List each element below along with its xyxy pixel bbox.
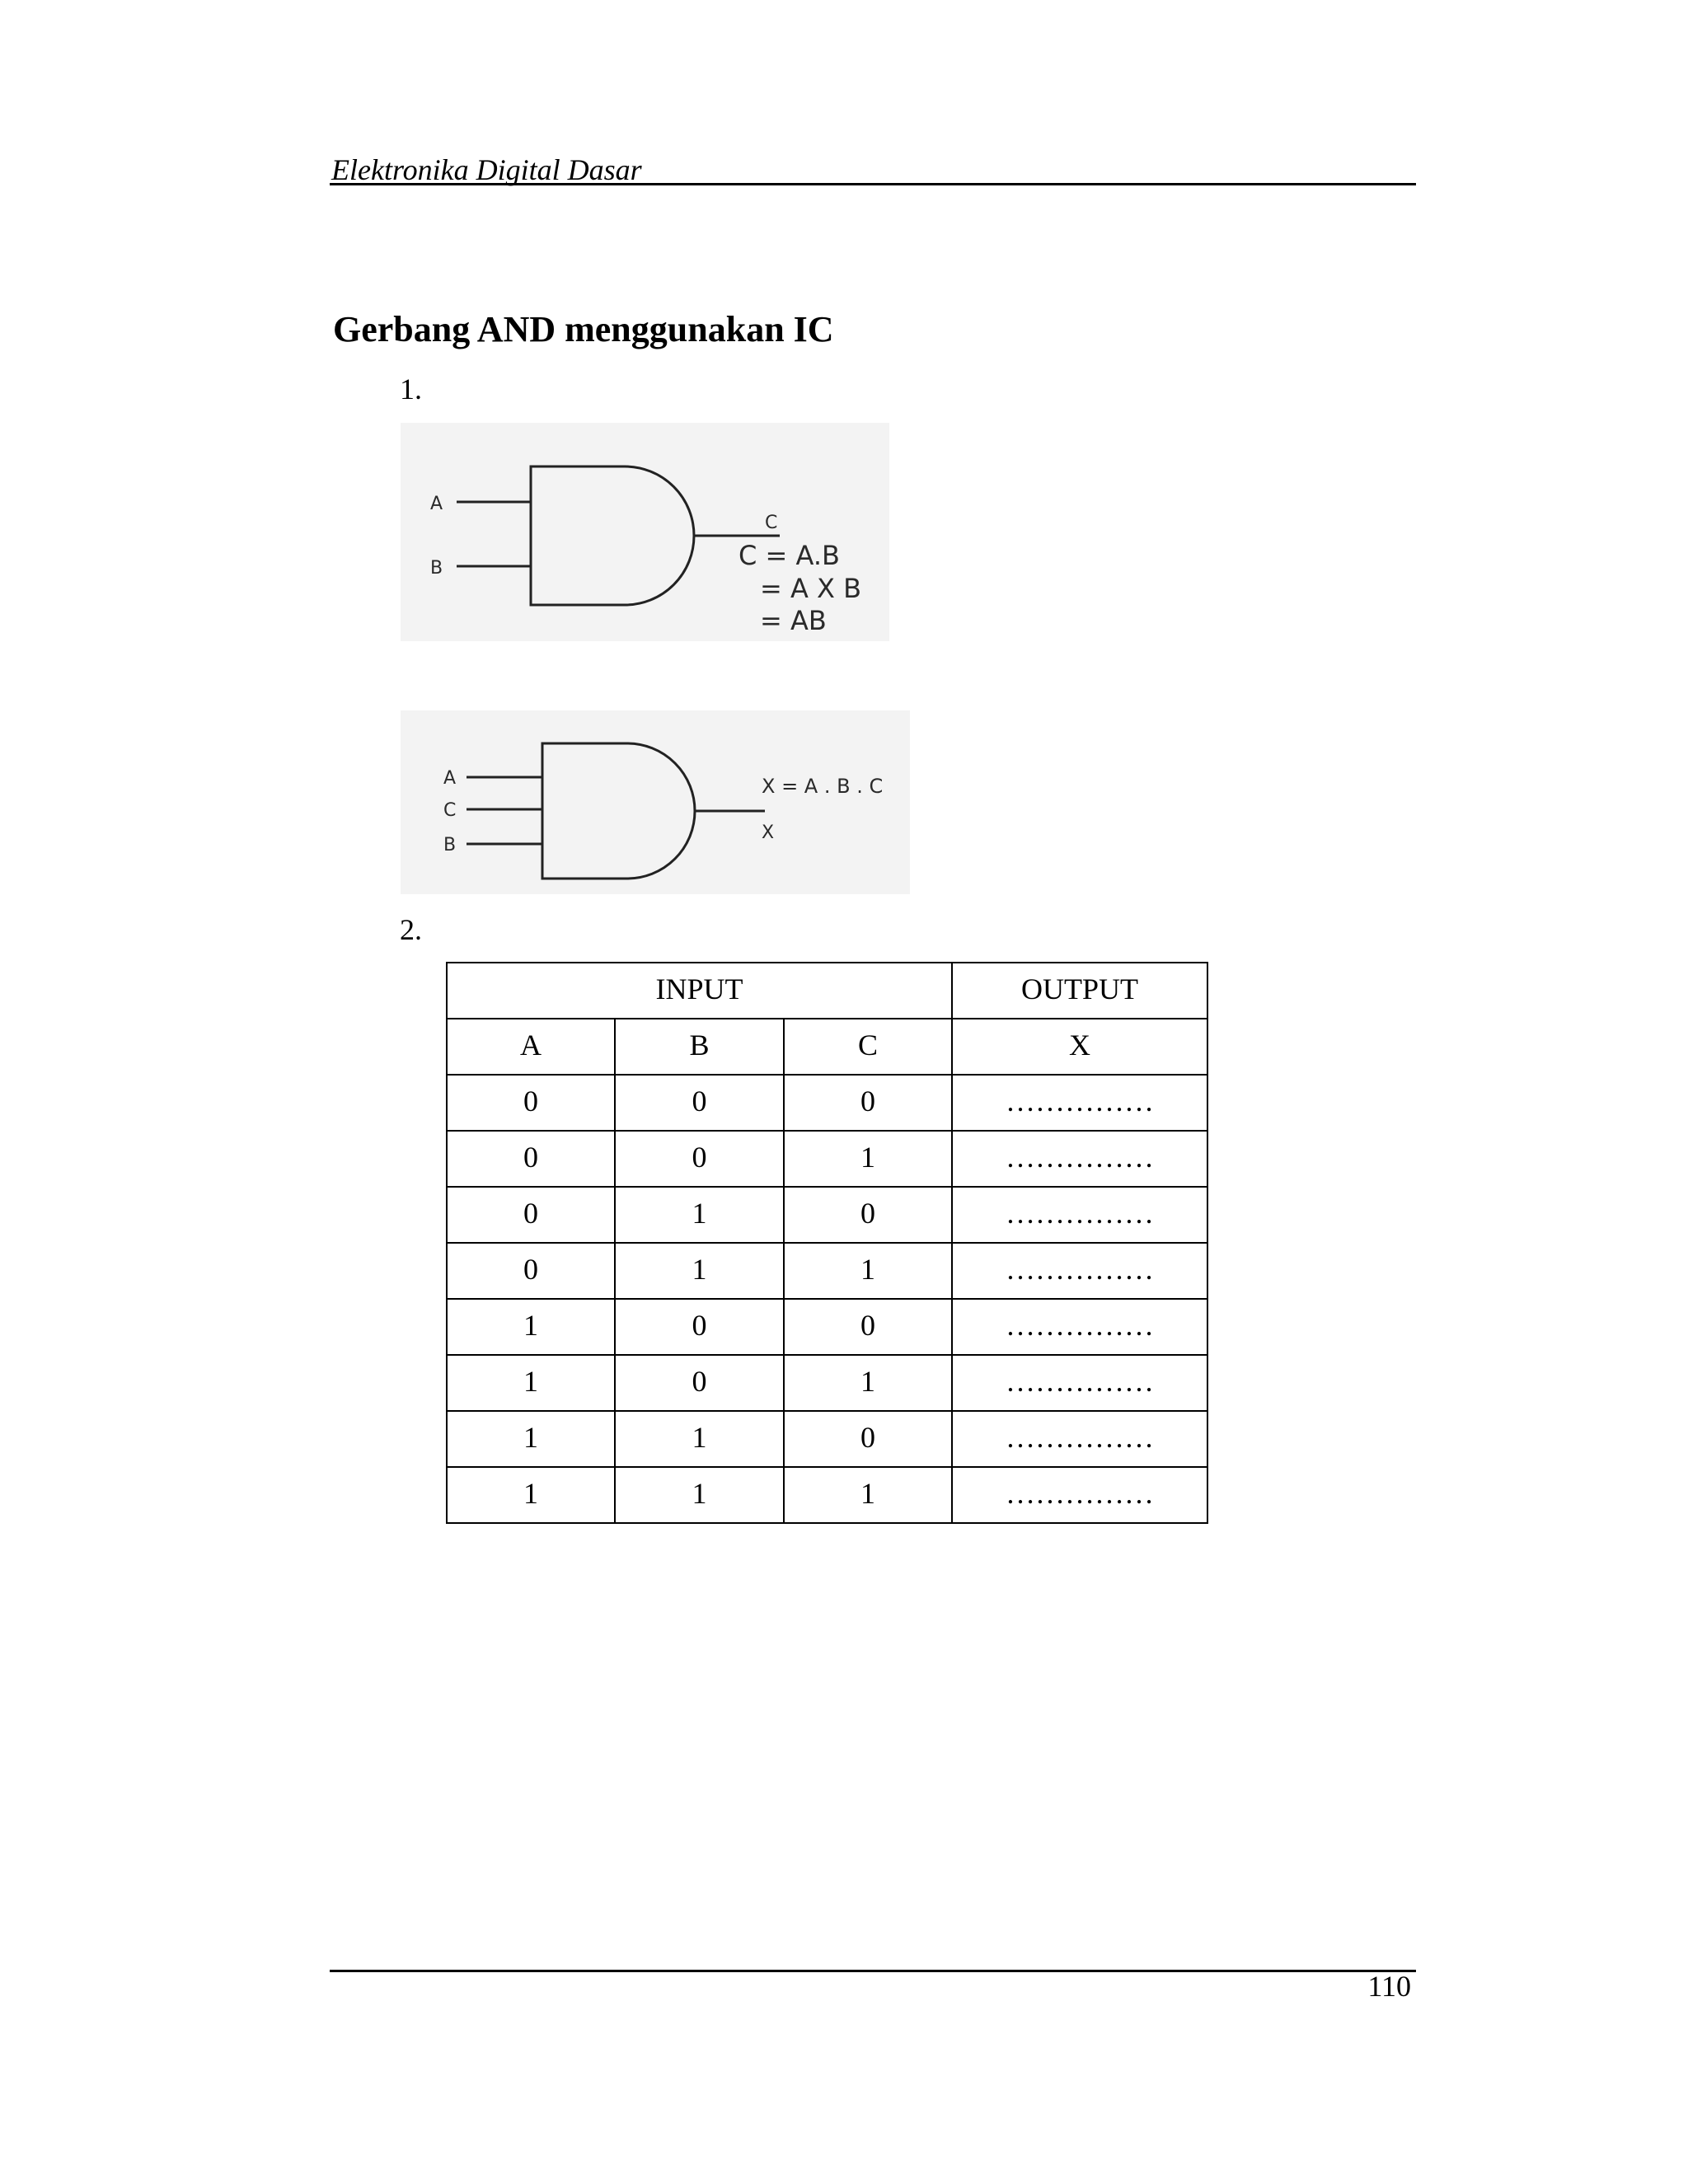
- cell-x: ……………: [952, 1355, 1207, 1411]
- cell-a: 1: [447, 1299, 615, 1355]
- output-group-header: OUTPUT: [952, 963, 1207, 1019]
- cell-x: ……………: [952, 1411, 1207, 1467]
- table-row: [447, 1299, 1207, 1355]
- cell-c: 0: [784, 1075, 952, 1131]
- cell-b: 0: [615, 1075, 784, 1131]
- page-number: 110: [1367, 1970, 1411, 2003]
- cell-b: 1: [615, 1187, 784, 1243]
- cell-b: 0: [615, 1131, 784, 1187]
- and-gate-body: [531, 466, 694, 605]
- cell-b: 1: [615, 1243, 784, 1299]
- equation-line-2: = A X B: [760, 573, 862, 604]
- cell-b: 0: [615, 1355, 784, 1411]
- table-row: [447, 1243, 1207, 1299]
- and-gate-3-input-figure: [401, 710, 910, 894]
- cell-c: 1: [784, 1243, 952, 1299]
- cell-c: 1: [784, 1467, 952, 1523]
- cell-x: ……………: [952, 1187, 1207, 1243]
- cell-x: ……………: [952, 1243, 1207, 1299]
- list-number-2: 2.: [400, 913, 422, 946]
- table-row: [447, 1187, 1207, 1243]
- input-a-label: A: [430, 494, 443, 514]
- cell-a: 0: [447, 1075, 615, 1131]
- column-header-x: X: [952, 1019, 1207, 1075]
- list-number-1: 1.: [400, 373, 422, 405]
- table-row: [447, 1467, 1207, 1523]
- cell-a: 1: [447, 1411, 615, 1467]
- running-header: Elektronika Digital Dasar: [331, 153, 642, 186]
- input-a-label: A: [443, 768, 457, 789]
- input-b-label: B: [443, 835, 457, 855]
- cell-b: 1: [615, 1411, 784, 1467]
- cell-c: 0: [784, 1411, 952, 1467]
- cell-c: 1: [784, 1131, 952, 1187]
- output-c-label: C: [765, 513, 778, 533]
- cell-a: 0: [447, 1187, 615, 1243]
- equation-line-3: = AB: [760, 605, 827, 636]
- cell-c: 0: [784, 1187, 952, 1243]
- cell-c: 1: [784, 1355, 952, 1411]
- table-row: [447, 1411, 1207, 1467]
- footer-divider: [330, 1970, 1416, 1972]
- cell-x: ……………: [952, 1075, 1207, 1131]
- input-c-label: C: [443, 800, 457, 821]
- cell-x: ……………: [952, 1131, 1207, 1187]
- input-group-header: INPUT: [447, 963, 952, 1019]
- cell-c: 0: [784, 1299, 952, 1355]
- cell-a: 1: [447, 1355, 615, 1411]
- cell-x: ……………: [952, 1299, 1207, 1355]
- header-divider: [330, 183, 1416, 185]
- input-b-label: B: [430, 558, 443, 579]
- section-heading: Gerbang AND menggunakan IC: [333, 309, 834, 349]
- column-header-c: C: [784, 1019, 952, 1075]
- cell-a: 1: [447, 1467, 615, 1523]
- truth-table: [446, 962, 1208, 1524]
- column-header-b: B: [615, 1019, 784, 1075]
- equation-line-1: C = A.B: [738, 540, 840, 571]
- cell-a: 0: [447, 1243, 615, 1299]
- table-row: [447, 1131, 1207, 1187]
- output-x-label: X: [762, 823, 775, 843]
- output-equation: X = A . B . C: [762, 775, 884, 798]
- cell-b: 1: [615, 1467, 784, 1523]
- cell-b: 0: [615, 1299, 784, 1355]
- cell-x: ……………: [952, 1467, 1207, 1523]
- column-header-a: A: [447, 1019, 615, 1075]
- and-gate-2-input-figure: [401, 423, 889, 641]
- table-row: [447, 1355, 1207, 1411]
- cell-a: 0: [447, 1131, 615, 1187]
- table-row: [447, 1075, 1207, 1131]
- table-column-header-row: [447, 1019, 1207, 1075]
- and-gate-body: [542, 743, 695, 879]
- table-group-header-row: [447, 963, 1207, 1019]
